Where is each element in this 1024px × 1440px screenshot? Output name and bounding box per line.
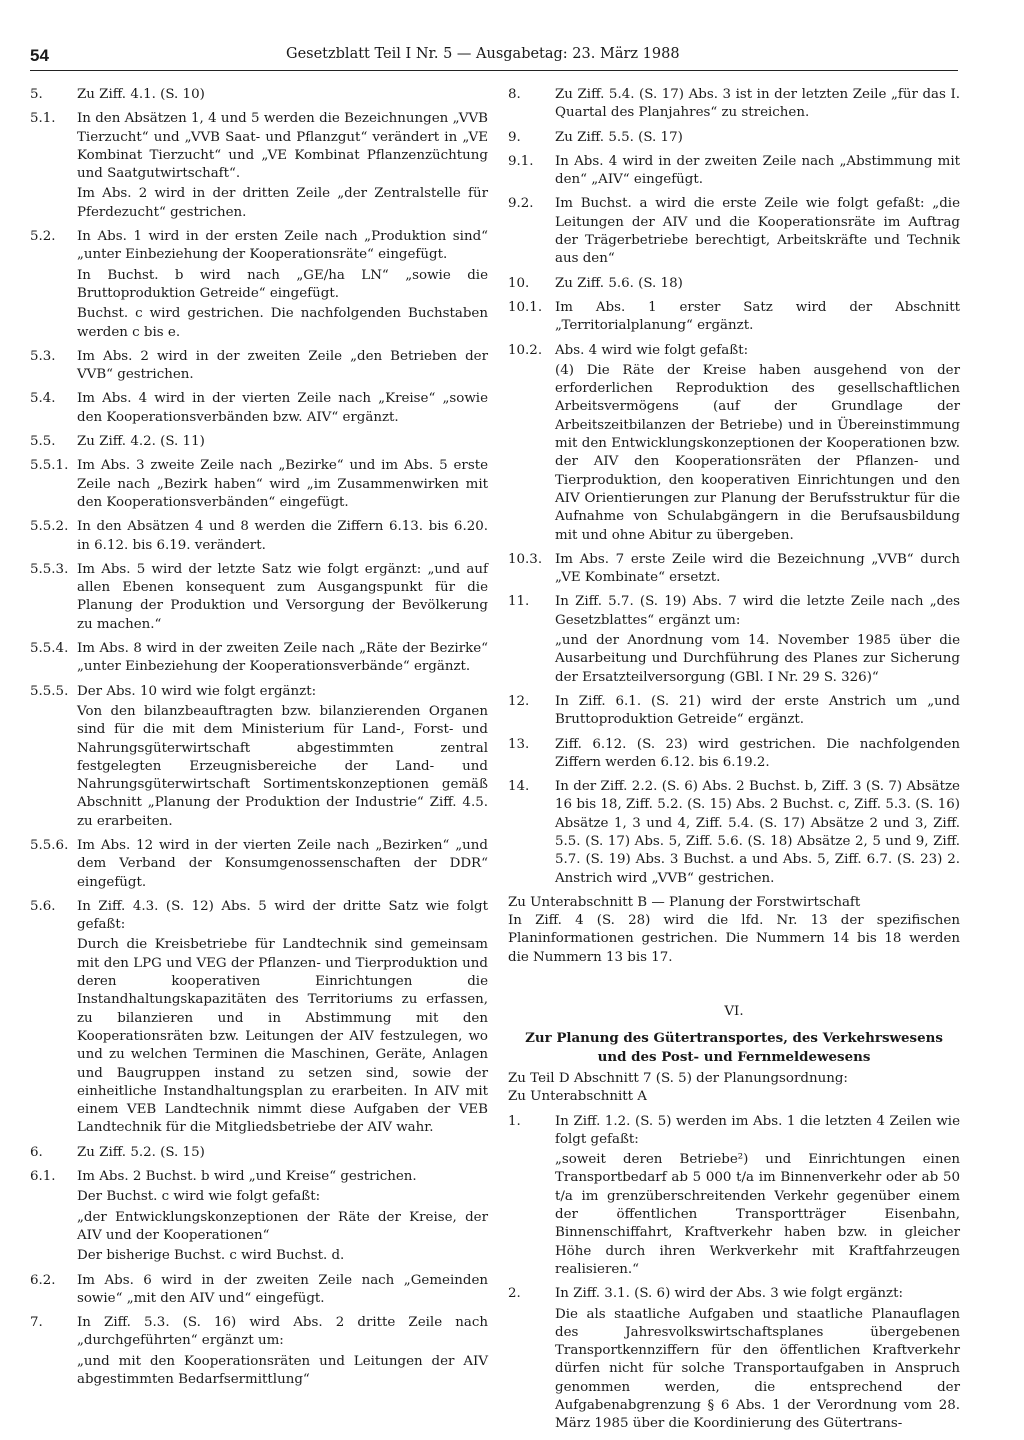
item-text: Zu Ziff. 4.2. (S. 11) [77,434,205,450]
item-text: Zu Ziff. 4.1. (S. 10) [77,87,205,102]
item-5-2 [30,228,488,342]
item-5-5-4 [30,640,488,677]
item-text: „der Entwicklungskonzeptionen der Räte der Kreise, der AIV und der Kooperationen“ [77,1209,488,1243]
item-7 [30,1314,488,1389]
item-number: 7. [30,1315,43,1331]
item-13 [508,736,960,773]
item-text: Im Abs. 1 erster Satz wird der Abschnitt „Territorialplanung“ ergänzt. [555,299,960,334]
item-text: Zu Ziff. 5.4. (S. 17) Abs. 3 ist in der letzten Zeile „für das I. Quartal des Planjahres“ zu streichen. [555,87,960,121]
item-text: Im Abs. 5 wird der letzte Satz wie folgt ergänzt: „und auf allen Ebenen konsequent zum Ausgangspunkt für die Planung der Produktion und Versorgung der Bevölkerung zu machen.“ [77,561,488,632]
item-text: Der Abs. 10 wird wie folgt ergänzt: [77,683,317,699]
item-text: In Abs. 4 wird in der zweiten Zeile nach „Abstimmung mit den“ „AIV“ eingefügt. [555,153,960,188]
page-header [30,44,958,71]
item-number: 5.4. [30,391,56,407]
item-11 [508,593,960,686]
left-column [30,86,488,1395]
item-14 [508,778,960,888]
item-number: 13. [508,736,530,752]
item-text: „und mit den Kooperationsräten und Leitungen der AIV abgestimmten Bedarfsermittlung“ [77,1353,488,1387]
item-text: In Ziff. 3.1. (S. 6) wird der Abs. 3 wie folgt ergänzt: [555,1286,903,1302]
item-5-5 [30,433,488,451]
item-text: In Ziff. 5.3. (S. 16) wird Abs. 2 dritte Zeile nach „durchgeführten“ ergänzt um: [77,1315,488,1349]
item-8 [508,86,960,123]
item-number: 5.1. [30,111,56,127]
item-6-1 [30,1168,488,1265]
item-text: Ziff. 6.12. (S. 23) wird gestrichen. Die nachfolgenden Ziffern werden 6.12. bis 6.19.2. [555,736,960,770]
item-text: Im Abs. 7 erste Zeile wird die Bezeichnung „VVB“ durch „VE Kombinate“ ersetzt. [555,551,960,586]
item-9-1 [508,153,960,190]
item-number: 12. [508,693,530,709]
item-text: In Ziff. 5.7. (S. 19) Abs. 7 wird die letzte Zeile nach „des Gesetzblattes“ ergänzt um: [555,594,960,628]
item-5-3 [30,348,488,385]
item-number: 6. [30,1144,43,1160]
right-column [508,86,960,1440]
item-text: Im Abs. 4 wird in der vierten Zeile nach „Kreise“ „sowie den Kooperationsverbänden bzw. AIV“ ergänzt. [77,391,488,425]
item-5-5-6 [30,837,488,892]
section-number: VI. [724,1004,744,1020]
page-number: 54 [30,46,49,65]
item-5-6 [30,898,488,1138]
item-text: Durch die Kreisbetriebe für Landtechnik sind gemeinsam mit den LPG und VEG der Pflanzen- und Tierproduktion und deren kooperativen Einrichtungen die Instandhaltungskapazitäten des Territoriums zu erfassen, zu bilanzieren und in Abstimmung mit den Kooperationsräten bzw. Leitungen der AIV festzulegen, wo und zu welchen Terminen die Maschinen, Geräte, Anlagen und Baugruppen instand zu setzen sind, sowie der einheitliche Instandhaltungsplan zu erarbeiten. In AIV mit einem VEB Landtechnik nimmt diese Aufgaben der VEB Landtechnik für die Mitgliedsbetriebe der AIV wahr. [77,937,488,1136]
item-number: 5. [30,87,43,102]
item-number: 9.1. [508,153,534,169]
item-number: 5.5.3. [30,561,69,577]
item-text: Im Abs. 2 wird in der zweiten Zeile „den Betrieben der VVB“ gestrichen. [77,348,488,383]
item-text: In der Ziff. 2.2. (S. 6) Abs. 2 Buchst. b, Ziff. 3 (S. 7) Absätze 16 bis 18, Ziff. 5.2. (S. 15) Abs. 2 Buchst. c, Ziff. 5.3. (S. 16) Absätze 1, 3 und 4, Ziff. 5.4. (S. 17) Absätze 2 und 3, Ziff. 5.5. (S. 17) Abs. 5, Ziff. 5.6. (S. 18) Absätze 2, 5 und 9, Ziff. 5.7. (S. 19) Abs. 3 Buchst. a und Abs. 5, Ziff. 6.7. (S. 23) 2. Anstrich wird „VVB“ gestrichen. [555,779,960,886]
item-text: In den Absätzen 4 und 8 werden die Ziffern 6.13. bis 6.20. in 6.12. bis 6.19. verändert. [77,519,488,553]
item-text: Im Abs. 8 wird in der zweiten Zeile nach „Räte der Bezirke“ „unter Einbeziehung der Kooperationsverbände“ ergänzt. [77,641,488,675]
item-6-2 [30,1272,488,1309]
item-9-2 [508,195,960,268]
item-text: Die als staatliche Aufgaben und staatliche Planauflagen des Jahresvolkswirtschaftsplanes übergebenen Transportkennziffern für den öffentlichen Kraftverkehr dürfen nicht für solche Transportaufgaben in Anspruch genommen werden, die entsprechend der Aufgabenabgrenzung § 6 Abs. 1 der Verordnung vom 28. März 1985 über die Koordinierung des Gütertrans- [555,1306,960,1432]
section-title [508,1029,960,1066]
running-head: Gesetzblatt Teil I Nr. 5 — Ausgabetag: 23. März 1988 [286,46,680,62]
item-5-5-3 [30,561,488,634]
item-text: Im Abs. 2 wird in der dritten Zeile „der Zentralstelle für Pferdezucht“ gestrichen. [77,186,488,220]
item-number: 6.2. [30,1272,56,1288]
item-5-1 [30,110,488,222]
item-5-5-1 [30,457,488,512]
item-text: In den Absätzen 1, 4 und 5 werden die Bezeichnungen „VVB Tierzucht“ und „VVB Saat- und Pflanzgut“ verändert in „VE Kombinat Tierzucht“ und „VE Kombinat Pflanzenzüchtung und Saatgutwirtschaft“. [77,111,488,182]
item-10-1 [508,299,960,336]
item-text: Von den bilanzbeauftragten bzw. bilanzierenden Organen sind für die mit dem Ministerium für Land-, Forst- und Nahrungsgüterwirtschaft abgestimmten zentral festgelegten Erzeugnisbereiche der Land- und Nahrungsgüterwirtschaft Sortimentskonzeptionen gemäß Abschnitt „Planung der Produktion der Industrie“ Ziff. 4.5. zu erarbeiten. [77,703,488,829]
item-number: 5.2. [30,229,56,245]
item-number: 10.1. [508,299,543,315]
item-10-2 [508,342,960,545]
item-text: In Ziff. 1.2. (S. 5) werden im Abs. 1 die letzten 4 Zeilen wie folgt gefaßt: [555,1113,960,1147]
section-title-line-2: und des Post- und Fernmeldewesens [597,1048,871,1065]
item-text: Im Abs. 12 wird in der vierten Zeile nach „Bezirken“ „und dem Verband der Konsumgenossenschaften der DDR“ eingefügt. [77,837,488,890]
item-text: Abs. 4 wird wie folgt gefaßt: [555,342,749,358]
item-5-4 [30,390,488,427]
item-text: Zu Ziff. 5.5. (S. 17) [555,129,683,145]
item-5 [30,86,488,104]
subsection-heading: Zu Unterabschnitt B — Planung der Forstwirtschaft [508,894,861,910]
item-text: In Buchst. b wird nach „GE/ha LN“ „sowie die Bruttoproduktion Getreide“ eingefügt. [77,267,488,301]
item-text: Im Abs. 2 Buchst. b wird „und Kreise“ gestrichen. [77,1169,417,1185]
item-number: 5.5. [30,434,56,450]
item-text: Im Abs. 3 zweite Zeile nach „Bezirke“ und im Abs. 5 erste Zeile nach „Bezirk haben“ wird „im Zusammenwirken mit den Kooperationsverbänden“ eingefügt. [77,458,488,510]
item-text: Der bisherige Buchst. c wird Buchst. d. [77,1248,345,1264]
item-vi-2 [508,1285,960,1433]
section-title-line-1: Zur Planung des Gütertransportes, des Verkehrswesens [525,1030,943,1047]
subsection-text: In Ziff. 4 (S. 28) wird die lfd. Nr. 13 der spezifischen Planinformationen gestrichen. Die Nummern 14 bis 18 werden die Nummern 13 bis 17. [508,913,960,965]
item-text: In Ziff. 6.1. (S. 21) wird der erste Anstrich um „und Bruttoproduktion Getreide“ ergänzt. [555,693,960,728]
item-number: 1. [508,1113,521,1129]
item-number: 11. [508,594,530,610]
item-number: 10.2. [508,342,543,358]
intro-line: Zu Unterabschnitt A [508,1089,647,1105]
item-number: 8. [508,87,521,102]
item-number: 5.5.6. [30,837,69,853]
item-10-3 [508,551,960,588]
item-text: Zu Ziff. 5.6. (S. 18) [555,275,683,291]
item-6 [30,1144,488,1162]
item-text: Zu Ziff. 5.2. (S. 15) [77,1144,205,1160]
item-number: 5.5.1. [30,458,69,474]
item-12 [508,693,960,730]
item-number: 9. [508,129,521,145]
item-text: Der Buchst. c wird wie folgt gefaßt: [77,1189,321,1205]
item-number: 5.5.2. [30,519,69,535]
item-number: 10. [508,275,530,291]
item-number: 2. [508,1286,521,1302]
item-text: In Ziff. 4.3. (S. 12) Abs. 5 wird der dritte Satz wie folgt gefaßt: [77,898,488,933]
item-text: Buchst. c wird gestrichen. Die nachfolgenden Buchstaben werden c bis e. [77,306,488,340]
item-5-5-2 [30,518,488,555]
item-number: 5.5.4. [30,641,69,657]
item-number: 6.1. [30,1169,56,1185]
item-number: 5.5.5. [30,683,69,699]
item-10 [508,275,960,293]
item-number: 5.6. [30,898,56,914]
item-text: (4) Die Räte der Kreise haben ausgehend von der erforderlichen Reproduktion des gesellschaftlichen Arbeitsvermögens (auf der Grundlage der Arbeitszeitbilanzen der Betriebe) und in Übereinstimmung mit den Entwicklungskonzeptionen der Kooperationen bzw. der AIV den Kooperationsräten der Pflanzen- und Tierproduktion, den kooperativen Einrichtungen und den AIV Orientierungen zur Planung der Berufsstruktur für die Aufnahme von Schulabgängern in die Berufsausbildung mit und ohne Abitur zu übergeben. [555,362,960,543]
item-number: 10.3. [508,551,543,567]
item-number: 5.3. [30,348,56,364]
item-9 [508,129,960,147]
intro-line: Zu Teil D Abschnitt 7 (S. 5) der Planungsordnung: [508,1070,848,1086]
item-vi-1 [508,1113,960,1280]
item-number: 9.2. [508,196,534,212]
item-text: Im Abs. 6 wird in der zweiten Zeile nach „Gemeinden sowie“ „mit den AIV und“ eingefügt. [77,1272,488,1306]
item-text: „und der Anordnung vom 14. November 1985 über die Ausarbeitung und Durchführung des Planes zur Sicherung der Ersatzteilversorgung (GBl. I Nr. 29 S. 326)“ [555,633,960,685]
item-text: Im Buchst. a wird die erste Zeile wie folgt gefaßt: „die Leitungen der AIV und die Kooperationsräte im Auftrag der Trägerbetriebe berechtigt, Arbeitskräfte und Technik aus den“ [555,196,960,267]
item-number: 14. [508,779,530,795]
item-5-5-5 [30,683,488,831]
item-text: „soweit deren Betriebe²) und Einrichtungen einen Transportbedarf ab 5 000 t/a im Binnenverkehr oder ab 50 t/a im grenzüberschreitenden Verkehr gegenüber einem der öffentlichen Transportträger Eisenbahn, Binnenschiffahrt, Kraftverkehr haben bzw. in gleicher Höhe durch ihren Werkverkehr mit Kraftfahrzeugen realisieren.“ [555,1152,960,1277]
item-text: In Abs. 1 wird in der ersten Zeile nach „Produktion sind“ „unter Einbeziehung der Kooperationsräte“ eingefügt. [77,229,488,263]
